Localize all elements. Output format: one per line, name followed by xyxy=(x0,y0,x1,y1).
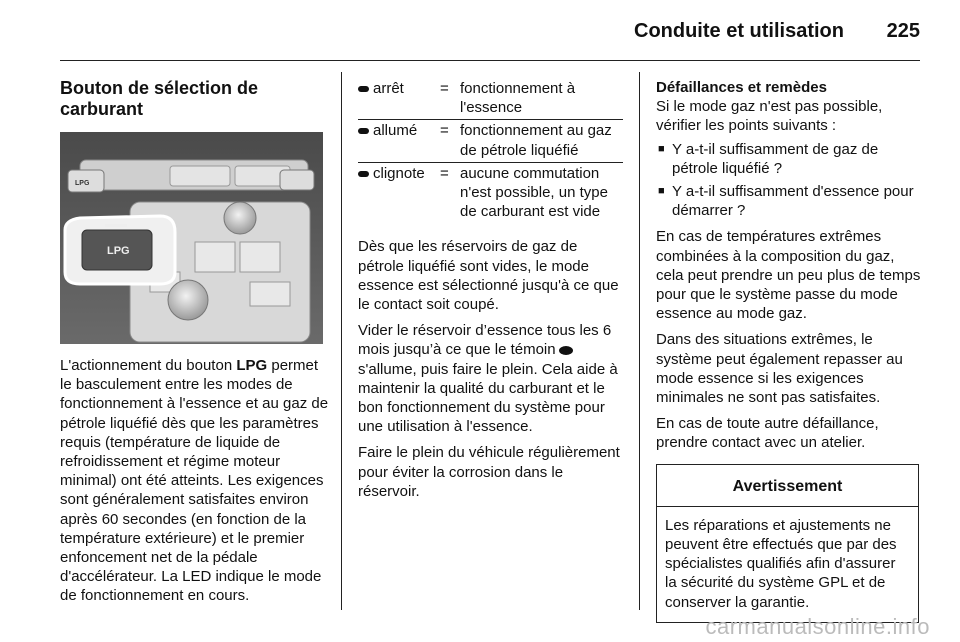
lpg-button-photo xyxy=(60,132,323,344)
petrol-tank-paragraph: Vider le réservoir d’essence tous les 6 mois jusqu’à ce que le témoin s'allume, puis faire le plein. Cela aide à maintenir la qualité du carburant et le bon fonctionnement du système pour une utilisation à l'essence. xyxy=(358,322,618,436)
empty-tanks-paragraph: Dès que les réservoirs de gaz de pétrole liquéfié sont vides, le mode essence est sélectionné jusqu'à ce que le contact soit coupé. xyxy=(358,238,619,314)
warning-body: Les réparations et ajustements ne peuvent être effectués que par des spécialistes qualifiés afin d'assurer la sécurité du système GPL et de conserver la garantie. xyxy=(665,516,897,611)
page-header xyxy=(0,0,960,62)
lpg-keyword: LPG xyxy=(236,357,268,374)
extreme-temp-paragraph: En cas de températures extrêmes combinées à la composition du gaz, cela peut prendre un peu plus de temps pour que le système passe du mode essence au mode gaz. xyxy=(656,228,921,323)
column-divider-2 xyxy=(639,72,640,610)
list-item: ■ Y a-t-il suffisamment de gaz de pétrole liquéfié ? xyxy=(658,140,879,177)
lpg-led-label: LPG xyxy=(75,180,90,187)
square-bullet-icon: ■ xyxy=(658,142,665,155)
status-row: arrêt = fonctionnement à l'essence xyxy=(358,78,623,120)
faults-intro: Si le mode gaz n'est pas possible, vérifier les points suivants : xyxy=(656,98,883,135)
column-3 xyxy=(656,78,921,623)
watermark: carmanualsonline.info xyxy=(705,614,930,639)
faults-heading: Défaillances et remèdes xyxy=(656,79,827,96)
column-2 xyxy=(358,78,623,501)
status-row: clignote = aucune commutation n'est possible, un type de carburant est vide xyxy=(358,163,623,224)
refuel-paragraph: Faire le plein du véhicule régulièrement pour éviter la corrosion dans le réservoir. xyxy=(358,444,620,500)
chapter-title: Conduite et utilisation xyxy=(634,20,844,42)
section-title: Bouton de sélection de carburant xyxy=(60,78,259,119)
list-item: ■ Y a-t-il suffisamment d'essence pour démarrer ? xyxy=(658,183,914,220)
square-bullet-icon: ■ xyxy=(658,185,665,198)
contact-workshop-paragraph: En cas de toute autre défaillance, prendre contact avec un atelier. xyxy=(656,415,879,452)
column-divider-1 xyxy=(341,72,342,610)
lpg-button-label: LPG xyxy=(107,245,130,257)
column-1 xyxy=(60,78,330,606)
lpg-button-paragraph: L'actionnement du bouton LPG permet le basculement entre les modes de fonctionnement à l'essence et au gaz de pétrole liquéfié dès que les paramètres requis (température de liquide de refroidissement et régime moteur minimal) ont été atteints. Les exigences sont généralement satisfaites environ après 60 secondes (en fonction de la température extérieure) et le premier enfoncement net de la pédale d'accélérateur. La LED indique le mode de fonctionnement en cours. xyxy=(60,357,329,605)
led-icon xyxy=(358,128,369,134)
status-row: allumé = fonctionnement au gaz de pétrole liquéfié xyxy=(358,120,623,162)
led-icon xyxy=(358,86,369,92)
header-rule xyxy=(60,60,920,61)
dashboard-illustration xyxy=(60,132,323,344)
warning-title: Avertissement xyxy=(657,465,918,507)
indicator-lamp-icon xyxy=(559,346,573,355)
extreme-situation-paragraph: Dans des situations extrêmes, le système peut également repasser au mode essence si les exigences minimales ne sont pas satisfaites. xyxy=(656,331,903,407)
warning-box xyxy=(656,464,919,623)
led-status-table xyxy=(358,78,623,223)
page-number: 225 xyxy=(886,20,920,42)
led-icon xyxy=(358,171,369,177)
